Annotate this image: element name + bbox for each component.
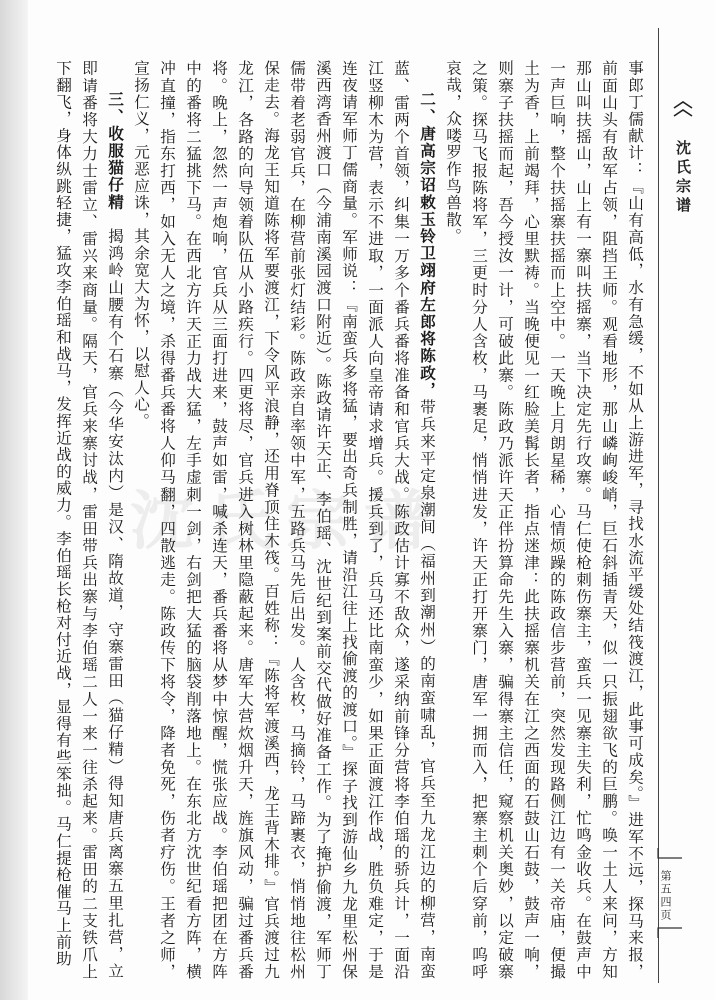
section-heading-2: 二、唐高宗诏敕玉铃卫翊府左郎将陈政， — [418, 91, 437, 399]
header-ornament-icon — [672, 100, 694, 134]
body-text — [52, 60, 648, 980]
binding-shadow — [0, 0, 28, 1000]
page-number: 第五四页 — [659, 870, 672, 922]
paragraph-3 — [52, 60, 128, 980]
paragraph-1: 事郎丁儒献计：『山有高低，水有急缓，不如从上游进军，寻找水流平缓处结筏渡江，此事可成矣。』进军不远，探马来报，前面山头有敌军占领，阻挡王师。观看地形，那山嶙峋峻峭，巨石斜插青天，似一只振翅欲飞的巨鹏。唤一土人来问，方知那山叫扶摇山，山上有一寨叫扶摇寨，当下决定先行攻寨。马仁使枪刺伤寨主，蛮兵一见寨主失利，忙鸣金收兵。在鼓声中一声巨响，整个扶摇寨扶摇而上空中。一天晚上月朗星稀，心情烦躁的陈政信步营前，突然发现路侧江边有一关帝庙，便撮土为香，上前竭拜，心里默祷。当晚便见一红脸美髯长者，指点迷津：此扶摇寨机关在江之西面的石鼓山石鼓，鼓声一响，则寨子扶摇而起，吾今授汝一计，可破此寨。陈政乃派许天正伴扮算命先生入寨，骗得寨主信任，窥察机关奥妙，以定破寨之策。探马飞报陈将军，三更时分人含枚，马裹足，悄悄进发，许天正打开寨门，唐军一拥而入，把寨主刺个后穿前，呜呼哀哉，众喽罗作鸟兽散。 — [444, 60, 644, 980]
paragraph-2-text: 带兵来平定泉潮间（福州到潮州）的南蛮啸乱，官兵至九龙江边的柳营，南蛮蓝、雷两个首领，纠集一万多个番兵番将准备和官兵大战。陈政估计寡不敌众，遂采纳前锋分营将李伯瑶的骄兵计，一面沿江竖柳木为营，表示不进取，一面派人向皇帝请求增兵。援兵到了，兵马还比南蛮少，如果正面渡江作战，胜负难定，于是连夜请军师丁儒商量。军师说：『南蛮兵多将猛，要出奇兵制胜，请沿江往上找偷渡的渡口。』探子找到游仙乡九龙里松州保溪西湾香州渡口（今浦南溪园渡口附近）。陈政请许天正、李伯瑶、沈世纪到案前交代做好准备工作。为了掩护偷渡，军师丁儒带着老弱官兵，在柳营前张灯结彩。陈政亲自率领中军，五路兵马先后出发。人含枚，马摘铃，马蹄裹衣，悄悄地往松州保走去。海龙王知道陈将军要渡江，下令风平浪静，还用脊顶住木筏。百姓称：『陈将军渡溪西，龙王背木排。』官兵渡过九龙江，各路的向导领着队伍从小路疾行。四更将尽，官兵进入树林里隐蔽起来。唐军大营炊烟升天，旌旗风动，骗过番兵番将。晚上，忽然一声炮响，官兵从三面打进来，鼓声如雷，喊杀连天，番兵番将从梦中惊醒，慌张应战。李伯瑶把团在方阵中的番将二猛挑下马。在西北方许天正力战大猛，左手虚刺一剑，右剑把大猛的脑袋削落地上。在东北方沈世纪看方阵，横冲直撞，指东打西，如入无人之境，杀得番兵番将人仰马翻，四散逃走。陈政传下将令，降者免死，伤者疗伤。王者之师，宣扬仁义，元恶应诛，其余宽大为怀，以慰人心。 — [132, 60, 436, 980]
section-heading-3: 三、收服猫仔精 — [106, 91, 125, 211]
margin-rule — [658, 28, 659, 983]
paragraph-3-text: 揭鸿岭山腰有个石寨（今华安汰内）是汉、隋故道，守寨雷田（猫仔精）得知唐兵离寨五里扎营，立即请番将大力士雷立、雷兴来商量。隔天，官兵来寨讨战，雷田带兵出寨与李伯瑶二人一来一往杀起来。雷田的二支铁爪上下翻飞，身体纵跳轻捷，猛攻李伯瑶和战马，发挥近战的威力。李伯瑶长枪对付近战，显得有些笨拙。马仁提枪催马上前助 — [54, 60, 124, 980]
header-title: 沈氏宗谱 — [674, 140, 692, 216]
watermark: 沈氏宗谱 — [130, 485, 442, 559]
paragraph-2 — [128, 60, 440, 980]
